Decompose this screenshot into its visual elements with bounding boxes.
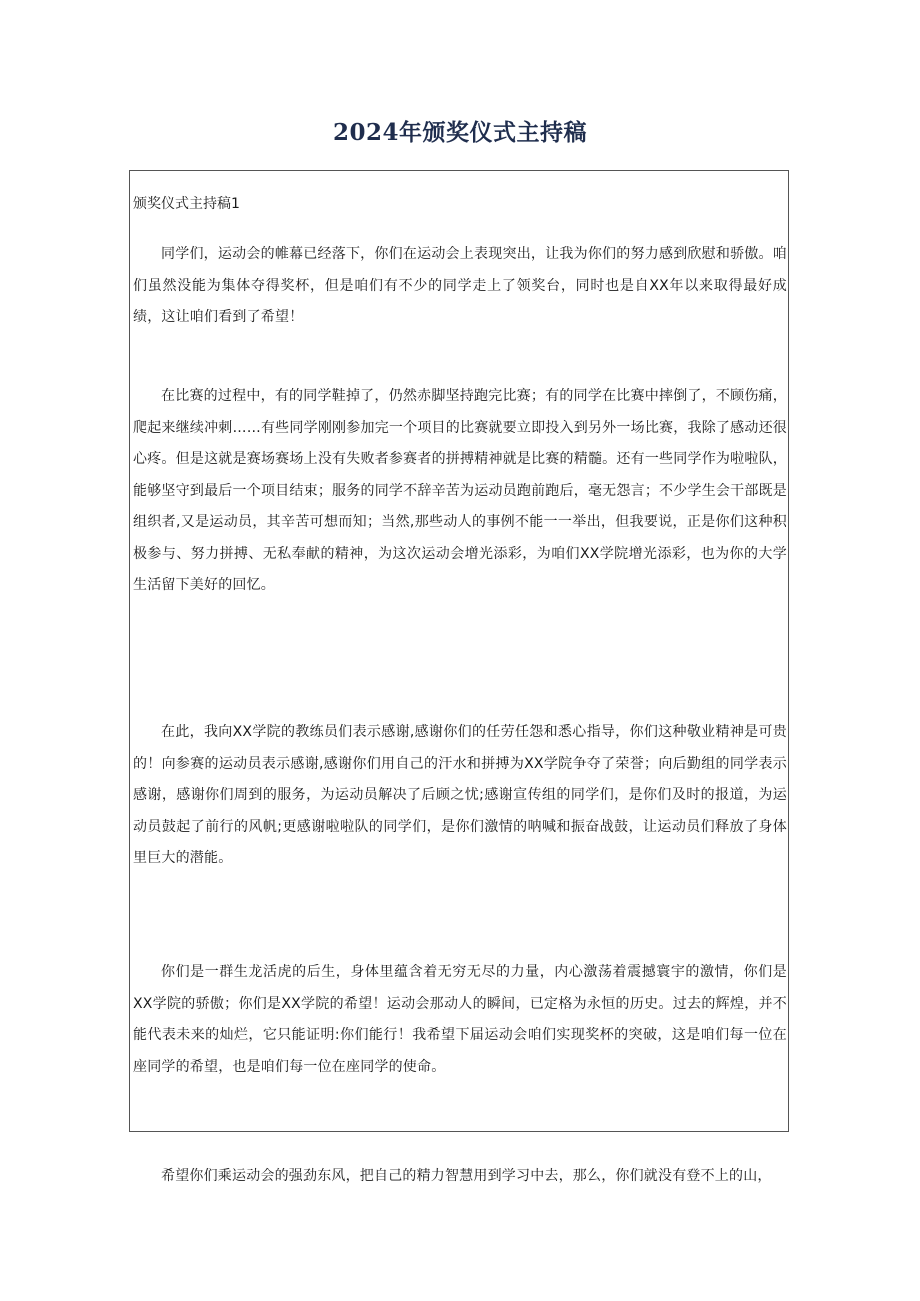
paragraph-3: 在此，我向XX学院的教练员们表示感谢,感谢你们的任劳任怨和悉心指导，你们这种敬业精神是可贵的！向参赛的运动员表示感谢,感谢你们用自己的汗水和拼搏为XX学院争夺了荣誉；向后勤组的同学表示感谢，感谢你们周到的服务，为运动员解决了后顾之忧;感谢宣传组的同学们，是你们及时的报道，为运动员鼓起了前行的风帆;更感谢啦啦队的同学们，是你们激情的呐喊和振奋战鼓，让运动员们释放了身体里巨大的潜能。 [133, 724, 787, 866]
paragraph-5: 希望你们乘运动会的强劲东风，把自己的精力智慧用到学习中去，那么，你们就没有登不上的山， [161, 1168, 772, 1184]
document-title: 2024年颁奖仪式主持稿 [332, 119, 587, 146]
paragraph-4: 你们是一群生龙活虎的后生，身体里蕴含着无穷无尽的力量，内心激荡着震撼寰宇的激情，你们是XX学院的骄傲；你们是XX学院的希望！运动会那动人的瞬间，已定格为永恒的历史。过去的辉煌，并不能代表未来的灿烂，它只能证明:你们能行！我希望下届运动会咱们实现奖杯的突破，这是咱们每一位在座同学的希望，也是咱们每一位在座同学的使命。 [133, 964, 787, 1075]
paragraph-1: 同学们，运动会的帷幕已经落下，你们在运动会上表现突出，让我为你们的努力感到欣慰和骄傲。咱们虽然没能为集体夺得奖杯，但是咱们有不少的同学走上了领奖台，同时也是自XX年以来取得最好成绩，这让咱们看到了希望！ [133, 246, 787, 325]
section-heading: 颁奖仪式主持稿1 [133, 196, 240, 212]
paragraph-2: 在比赛的过程中，有的同学鞋掉了，仍然赤脚坚持跑完比赛；有的同学在比赛中摔倒了，不顾伤痛，爬起来继续冲刺……有些同学刚刚参加完一个项目的比赛就要立即投入到另外一场比赛，我除了感动还很心疼。但是这就是赛场赛场上没有失败者参赛者的拼搏精神就是比赛的精髓。还有一些同学作为啦啦队，能够坚守到最后一个项目结束；服务的同学不辞辛苦为运动员跑前跑后，毫无怨言；不少学生会干部既是组织者,又是运动员，其辛苦可想而知；当然,那些动人的事例不能一一举出，但我要说，正是你们这种积极参与、努力拼搏、无私奉献的精神，为这次运动会增光添彩，为咱们XX学院增光添彩，也为你的大学生活留下美好的回忆。 [133, 388, 787, 593]
